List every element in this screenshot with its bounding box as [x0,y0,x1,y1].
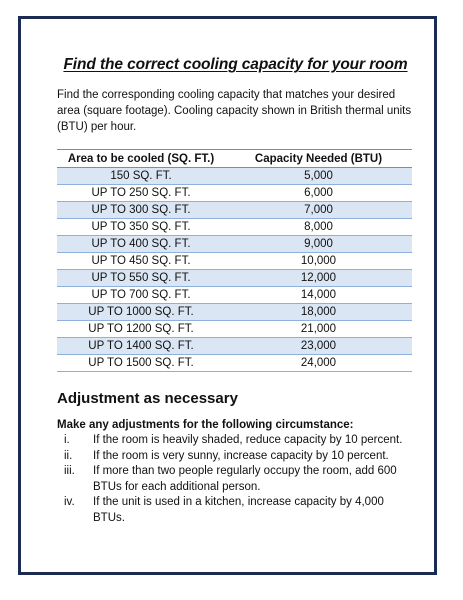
list-item-text: If more than two people regularly occupy the room, add 600 BTUs for each additional person. [93,465,397,493]
table-row [57,270,412,287]
list-item [57,449,414,465]
adjustment-list [57,433,414,526]
area-cell: UP TO 1500 SQ. FT. [57,355,225,372]
btu-cell: 21,000 [225,321,412,338]
btu-cell: 24,000 [225,355,412,372]
list-item-text: If the unit is used in a kitchen, increase capacity by 4,000 BTUs. [93,496,384,524]
area-cell: UP TO 1400 SQ. FT. [57,338,225,355]
intro-paragraph: Find the corresponding cooling capacity that matches your desired area (square footage). Cooling capacity shown in British thermal units (BTU) per hour. [57,89,412,133]
adjustment-heading: Adjustment as necessary [57,390,238,407]
table-row [57,287,412,304]
header-capacity: Capacity Needed (BTU) [225,150,412,168]
list-numeral: iv. [64,496,75,508]
list-item [57,433,414,449]
capacity-table [57,149,412,372]
btu-cell: 23,000 [225,338,412,355]
list-item [57,464,414,495]
area-cell: UP TO 400 SQ. FT. [57,236,225,253]
btu-cell: 6,000 [225,185,412,202]
area-cell: UP TO 450 SQ. FT. [57,253,225,270]
table-row [57,321,412,338]
area-cell: UP TO 350 SQ. FT. [57,219,225,236]
table-row [57,202,412,219]
list-item-text: If the room is very sunny, increase capacity by 10 percent. [93,449,389,462]
area-cell: UP TO 250 SQ. FT. [57,185,225,202]
table-row [57,168,412,185]
document-content [57,48,414,526]
list-numeral: iii. [64,465,75,477]
btu-cell: 12,000 [225,270,412,287]
table-row [57,253,412,270]
adjustment-lead: Make any adjustments for the following circumstance: [57,419,354,431]
area-cell: UP TO 1000 SQ. FT. [57,304,225,321]
btu-cell: 10,000 [225,253,412,270]
table-row [57,338,412,355]
btu-cell: 18,000 [225,304,412,321]
area-cell: 150 SQ. FT. [57,168,225,185]
area-cell: UP TO 550 SQ. FT. [57,270,225,287]
table-header-row [57,150,412,168]
table-row [57,304,412,321]
area-cell: UP TO 700 SQ. FT. [57,287,225,304]
area-cell: UP TO 300 SQ. FT. [57,202,225,219]
list-numeral: ii. [64,449,73,462]
table-row [57,236,412,253]
table-row [57,185,412,202]
table-row [57,355,412,372]
btu-cell: 5,000 [225,168,412,185]
page-title: Find the correct cooling capacity for your room [63,56,408,73]
area-cell: UP TO 1200 SQ. FT. [57,321,225,338]
btu-cell: 7,000 [225,202,412,219]
btu-cell: 9,000 [225,236,412,253]
header-area: Area to be cooled (SQ. FT.) [57,150,225,168]
btu-cell: 14,000 [225,287,412,304]
list-item-text: If the room is heavily shaded, reduce capacity by 10 percent. [93,434,403,446]
table-row [57,219,412,236]
list-item [57,495,414,526]
list-numeral: i. [64,434,70,446]
btu-cell: 8,000 [225,219,412,236]
